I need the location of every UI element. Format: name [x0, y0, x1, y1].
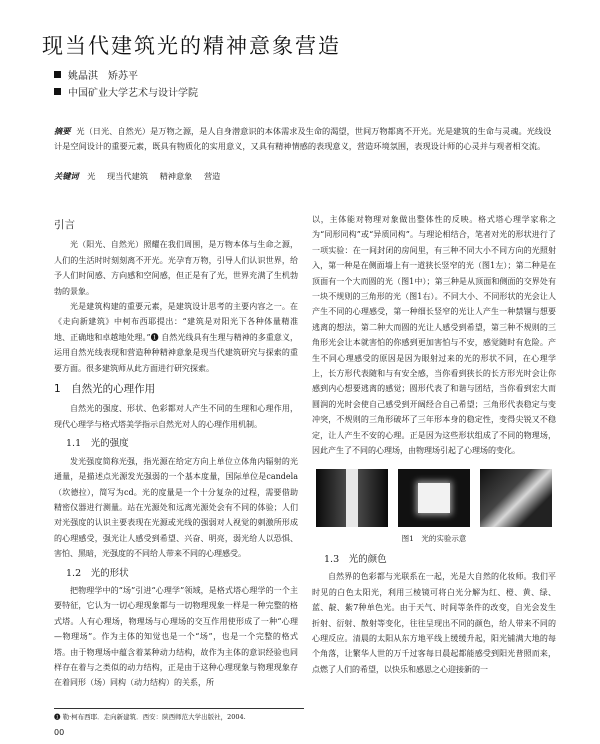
- abstract-label: 摘要: [54, 126, 71, 136]
- subsection-heading-1-1: 1.1 光的强度: [66, 438, 129, 450]
- abstract: [54, 124, 554, 154]
- keywords-label: 关键词: [54, 171, 79, 181]
- paragraph: 发光强度简称光强，指光源在给定方向上单位立体角内辐射的光通量，是描述点光源发光强弱的一个基本度量，国际单位是candela（坎德拉），简写为cd。光的度量是一个十分复杂的过程，需要借助精密仪器进行测量。站在光源处和远离光源处会有不同的体验；人们对光强度的认识主要表现在光源或光线的强弱对人视觉的刺激所形成的心理感受，强光让人感受到希望、兴奋、明亮，弱光给人以恐惧、害怕、黑暗，光强度的不同给人带来不同的心理感受。: [54, 456, 298, 559]
- right-column: [312, 212, 556, 677]
- paragraph: 自然光的强度、形状、色彩都对人产生不同的生理和心理作用，现代心理学与格式塔美学指示自然光对人的心理作用机制。: [54, 404, 298, 429]
- footnote: ❶ 勒·柯布西耶．走向新建筑．西安：陕西师范大学出版社，2004.: [54, 708, 304, 721]
- figure-panel-left: [316, 469, 388, 527]
- keyword: 精神意象: [159, 171, 193, 181]
- figure-caption: 图1 光的实验示意: [401, 533, 467, 543]
- subsection-heading-1-3: 1.3 光的颜色: [324, 553, 387, 565]
- paragraph: 光（阳光、自然光）照耀在我们周围，是万物本体与生命之源，人们的生活时时刻刻离不开光。光孕育万物，引导人们认识世界，给予人们时间感、方向感和空间感，但正是有了光，世界充满了生机勃勃的景象。: [54, 240, 298, 296]
- author-block: [54, 68, 198, 102]
- section-heading-1: 1 自然光的心理作用: [54, 383, 156, 396]
- figure-1: [316, 469, 552, 527]
- paper-title: 现当代建筑光的精神意象营造: [42, 34, 341, 58]
- subsection-heading-1-2: 1.2 光的形状: [66, 567, 129, 579]
- paragraph: 光是建筑构建的重要元素，是建筑设计思考的主要内容之一。在《走向新建筑》中柯布西耶提出：“建筑是对阳光下各种体量精准地、正确地和卓越地处理。”❶ 自然光线具有生理与精神的多重意义，运用自然光线表现和营造种种精神意象是现当代建筑研究与探索的重要方面。很多建筑师从此方面进行研究探索。: [54, 302, 298, 373]
- page-number: 00: [54, 728, 65, 737]
- paragraph: 自然界的色彩都与光联系在一起，光是大自然的化妆师。我们平时见的白色太阳光，利用三棱镜可将白光分解为红、橙、黄、绿、蓝、靛、紫7种单色光。由于天气、时间等条件的改变，自光会发生折射、衍射、散射等变化，往往呈现出不同的颜色，给人带来不同的心理反应。清晨的太阳从东方地平线上缓缓升起，阳光铺满大地的每个角落，让繁华人世的万千过客每日晨起都能感受到阳光普照而来，点燃了人们的希望，以快乐和感恩之心迎接新的一: [312, 572, 556, 674]
- keyword: 营造: [203, 171, 221, 181]
- section-heading-intro: 引言: [54, 219, 75, 231]
- affiliation: 中国矿业大学艺术与设计学院: [68, 88, 198, 99]
- paragraph: 以，主体能对物理对象做出整体性的反映。格式塔心理学家称之为“同形同构”或“异质同构”。与理论相结合，笔者对光的形状进行了一项实验：在一间封闭的房间里，有三种不同大小不同方向的光照射入，第一种是在侧面墙上有一道狭长竖窄的光（图1左）；第二种是在顶面有一个大而圆的光（图1中）；第三种是从顶面和侧面的交界处有一块不规则的三角形的光（图1右）。不同大小、不同形状的光会让人产生不同的心理感受，第一种细长竖窄的光让人产生一种禁锢与想要逃离的想法，第二种大而圆的光让人感受到希望，第三种不规则的三角形光会让本就害怕的你感到更加害怕与不安，感觉随时有危险。产生不同心理感受的原因是因为眼射过来的光的形状不同，在心理学上，长方形代表随和与有安全感，当你看到狭长的长方形光时会让你感到内心想要逃离的感觉；圆形代表了和谐与团结，当你看到宏大而圆润的光时会使自己感受到开阔经合自己希望；三角形代表稳定与变冲突，不规则的三角形破坏了三年形本身的稳定性，变得尖锐又不稳定，让人产生不安的心理。正是因为这些形状组成了不同的物理场，因此产生了不同的心理场，由物理场引起了心理场的变化。: [312, 215, 556, 456]
- square-bullet-icon: [54, 71, 61, 78]
- keyword: 光: [87, 171, 96, 181]
- keyword: 现当代建筑: [107, 171, 148, 181]
- square-bullet-icon: [54, 88, 61, 95]
- figure-panel-middle: [398, 469, 470, 527]
- left-column: [54, 212, 298, 691]
- affiliation-line: [54, 85, 198, 102]
- paragraph: 把物理学中的“场”引进“心理学”领域，是格式塔心理学的一个主要特征，它认为一切心理现象都与一切物理现象一样是一种完整的格式塔。人有心理场，物理场与心理场的交互作用使形成了一种“心理—物理场”。作为主体的知觉也是一个“场”，也是一个完整的格式塔。由于物理场中蕴含着某种动力结构，故作为主体的意识经验也同样存在着与之类似的动力结构，正是由于这种心理现象与物理现象存在着同形（场）同构（动力结构）的关系，所: [54, 585, 298, 688]
- authors: 姚晶淇 矫苏平: [68, 71, 138, 82]
- author-line: [54, 68, 198, 85]
- keywords: [54, 171, 229, 182]
- figure-panel-right: [480, 469, 552, 527]
- abstract-text: 光（日光、自然光）是万物之源，是人自身潜意识的本体需求及生命的渴望，世间万物都离不开光。光是建筑的生命与灵魂。光线设计是空间设计的重要元素，既具有物质化的实用意义，又具有精神情感的表现意义，营造环境氛围，表现设计师的心灵并与观者相交流。: [54, 126, 552, 151]
